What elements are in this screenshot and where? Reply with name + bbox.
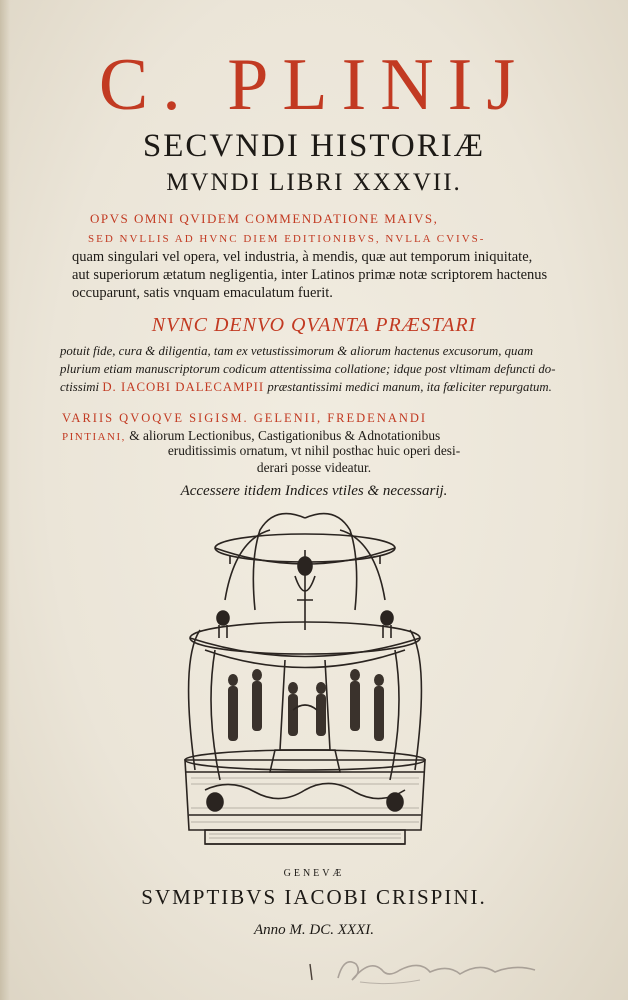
indices-line: Accessere itidem Indices vtiles & necessarij. [180, 483, 448, 499]
variis-line-2-text: & aliorum Lectionibus, Castigationibus & Adnotationibus [129, 428, 441, 443]
variis-line-1: VARIIS QVOQVE SIGISM. GELENII, FREDENANDI [62, 411, 428, 425]
imprint-date: Anno M. DC. XXXI. [254, 922, 374, 938]
nunc-line-3-c: præstantissimi medici manum, ita fœliciter repurgatum. [267, 380, 552, 394]
pintiani-name: PINTIANI, [62, 431, 126, 443]
opus-line-3: quam singulari vel opera, vel industria, à mendis, quæ aut temporum iniquitate, [72, 249, 533, 265]
opus-line-4: aut superiorum ætatum negligentia, inter Latinos primæ notæ scriptorem hactenus [72, 267, 548, 283]
title-secundi: SECVNDI HISTORIÆ [142, 128, 486, 164]
opus-line-1: OPVS OMNI QVIDEM COMMENDATIONE MAIVS, [90, 211, 439, 226]
nunc-line-1: potuit fide, cura & diligentia, tam ex vetustissimorum & aliorum hactenus excusorum, quam [60, 344, 534, 358]
nunc-line-3-a: ctissimi [60, 380, 100, 394]
nunc-line-3 [60, 378, 570, 396]
ink-mark [306, 962, 316, 982]
handwritten-signature-icon [330, 950, 550, 990]
opus-line-2: SED NVLLIS AD HVNC DIEM EDITIONIBVS, NVLLA CVIVS- [88, 233, 486, 245]
title-libri: MVNDI LIBRI XXXVII. [166, 169, 462, 196]
imprint-publisher: SVMPTIBVS IACOBI CRISPINI. [141, 885, 487, 909]
nunc-heading: NVNC DENVO QVANTA PRÆSTARI [151, 314, 477, 336]
nunc-line-2: plurium etiam manuscriptorum codicum attentissima collatione; idque post vltimam defuncti do- [60, 362, 556, 376]
fountain-woodcut-illustration [175, 510, 435, 860]
dalecampius-name: D. IACOBI DALECAMPII [102, 380, 265, 394]
title-author: C. PLINIJ [98, 44, 530, 126]
variis-line-3: eruditissimis ornatum, vt nihil posthac huic operi desi- [167, 443, 461, 458]
variis-line-4: derari posse videatur. [256, 460, 372, 475]
imprint-place: GENEVÆ [283, 868, 345, 879]
opus-line-5: occuparunt, satis vnquam emaculatum fuerit. [72, 285, 333, 301]
